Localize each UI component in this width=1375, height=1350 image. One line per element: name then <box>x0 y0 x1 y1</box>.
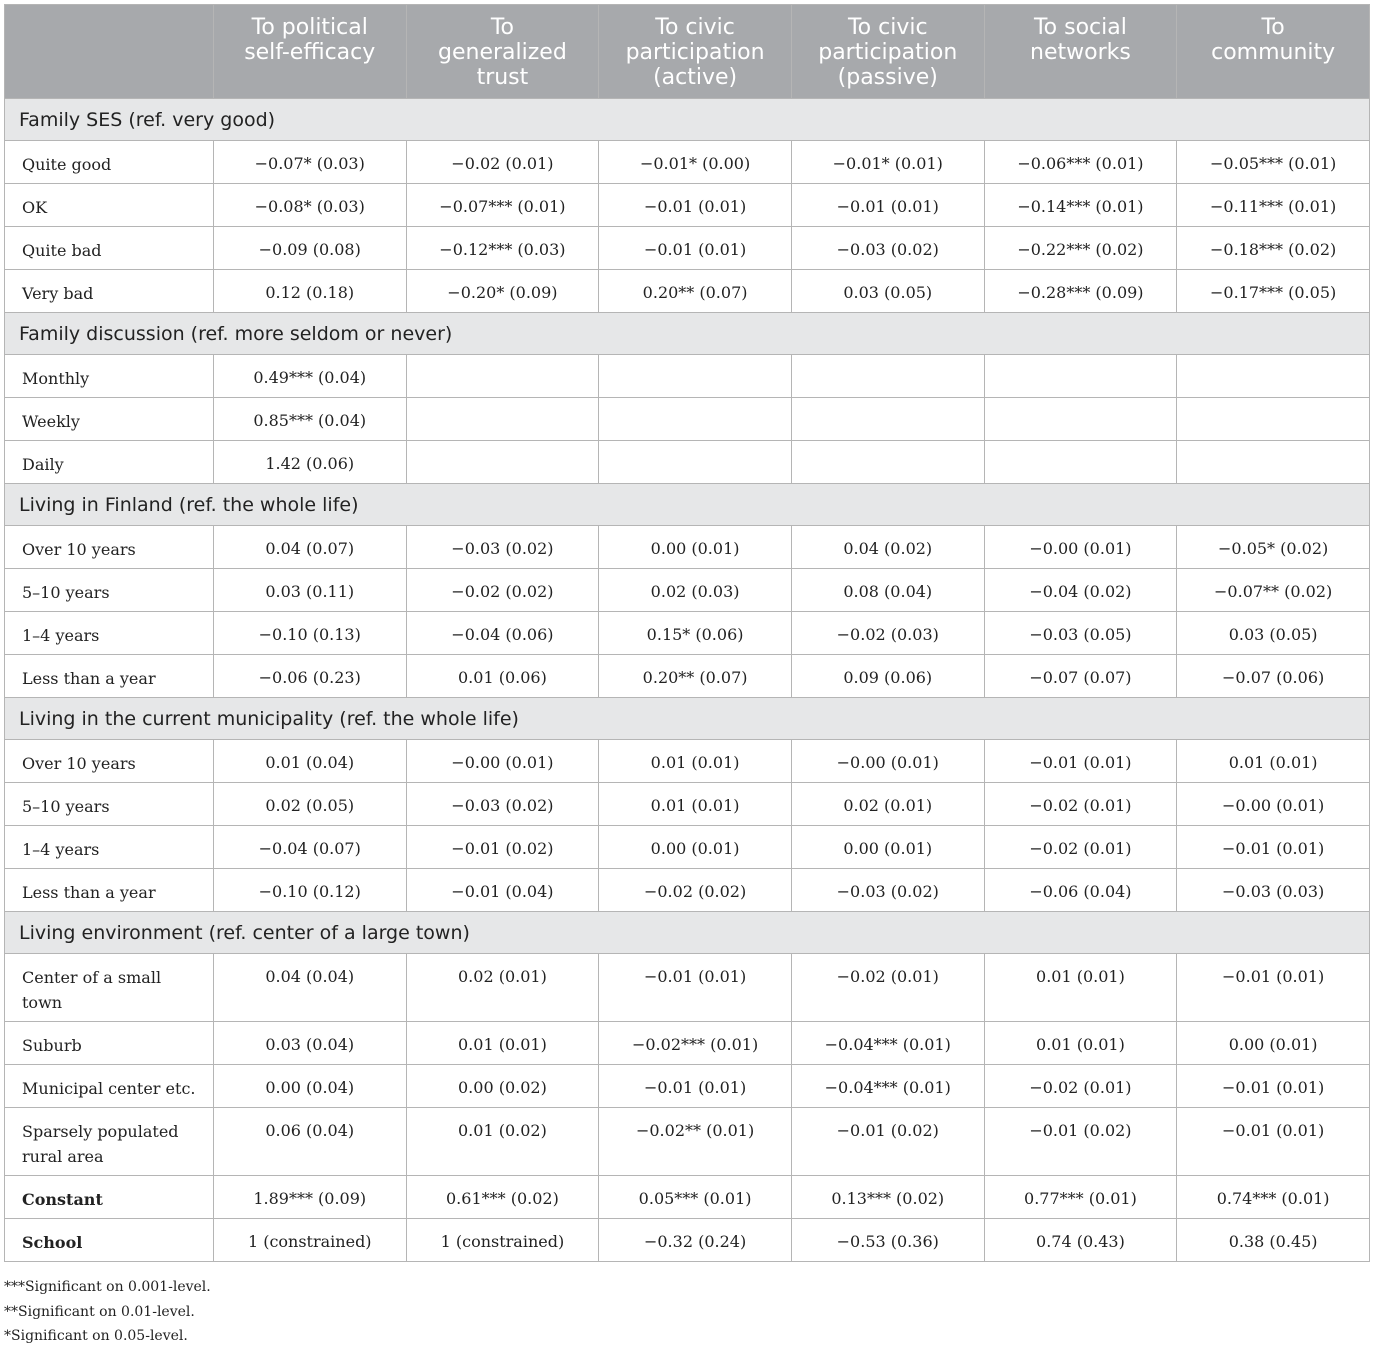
column-header <box>791 5 984 99</box>
table-cell: 0.38 (0.45) <box>1177 1219 1370 1262</box>
table-cell: 0.00 (0.01) <box>791 826 984 869</box>
table-cell: 0.04 (0.04) <box>213 954 406 1022</box>
table-cell: 0.01 (0.01) <box>1177 740 1370 783</box>
table-cell: −0.07 (0.06) <box>1177 655 1370 698</box>
table-cell: −0.03 (0.02) <box>406 783 599 826</box>
table-cell <box>791 441 984 484</box>
table-cell: 0.01 (0.01) <box>984 954 1177 1022</box>
table-row <box>5 612 1370 655</box>
row-label: Over 10 years <box>5 526 214 569</box>
column-header <box>213 5 406 99</box>
column-header-line: To <box>490 15 514 40</box>
table-cell: −0.08* (0.03) <box>213 184 406 227</box>
table-cell <box>791 398 984 441</box>
row-label: 1–4 years <box>5 826 214 869</box>
table-cell: −0.22*** (0.02) <box>984 227 1177 270</box>
table-row <box>5 184 1370 227</box>
table-cell: 0.01 (0.01) <box>984 1022 1177 1065</box>
table-cell: −0.01 (0.01) <box>1177 826 1370 869</box>
row-label: Suburb <box>5 1022 214 1065</box>
table-cell: 0.00 (0.04) <box>213 1065 406 1108</box>
table-cell: 0.03 (0.11) <box>213 569 406 612</box>
table-cell: −0.01* (0.01) <box>791 141 984 184</box>
table-cell: −0.01 (0.01) <box>1177 954 1370 1022</box>
table-cell: 0.01 (0.02) <box>406 1108 599 1176</box>
section-title: Living in Finland (ref. the whole life) <box>5 484 1370 526</box>
table-row <box>5 227 1370 270</box>
column-header-line: To civic <box>847 15 928 40</box>
table-cell: −0.00 (0.01) <box>1177 783 1370 826</box>
section-header-row <box>5 912 1370 954</box>
table-cell: −0.02 (0.02) <box>599 869 792 912</box>
table-cell: 0.01 (0.01) <box>406 1022 599 1065</box>
column-header-line: participation <box>818 40 958 65</box>
table-cell <box>406 355 599 398</box>
column-header-line: participation <box>625 40 765 65</box>
table-cell: −0.01 (0.01) <box>599 1065 792 1108</box>
table-cell: −0.01 (0.02) <box>791 1108 984 1176</box>
column-header-line: To political <box>251 15 368 40</box>
table-cell: 1.89*** (0.09) <box>213 1176 406 1219</box>
column-header-line: (active) <box>653 65 738 90</box>
table-cell: −0.03 (0.02) <box>406 526 599 569</box>
table-cell: −0.01 (0.01) <box>1177 1065 1370 1108</box>
table-cell <box>791 355 984 398</box>
row-label: Over 10 years <box>5 740 214 783</box>
table-row <box>5 1176 1370 1219</box>
table-cell: −0.02 (0.03) <box>791 612 984 655</box>
table-cell: 0.77*** (0.01) <box>984 1176 1177 1219</box>
footnote: **Significant on 0.01-level. <box>4 1303 195 1320</box>
table-cell: −0.01 (0.01) <box>599 954 792 1022</box>
table-cell: 0.03 (0.05) <box>791 270 984 313</box>
table-cell: −0.09 (0.08) <box>213 227 406 270</box>
table-row <box>5 398 1370 441</box>
column-header-line: trust <box>476 65 529 90</box>
table-cell <box>599 398 792 441</box>
table-cell: 0.85*** (0.04) <box>213 398 406 441</box>
table-cell: 0.02 (0.03) <box>599 569 792 612</box>
table-cell: 0.00 (0.01) <box>1177 1022 1370 1065</box>
table-cell: −0.01 (0.01) <box>599 184 792 227</box>
row-label: School <box>5 1219 214 1262</box>
table-row <box>5 1065 1370 1108</box>
table-cell: −0.11*** (0.01) <box>1177 184 1370 227</box>
table-cell: −0.17*** (0.05) <box>1177 270 1370 313</box>
row-label: Sparsely populated rural area <box>5 1108 214 1176</box>
column-header-line: self-efficacy <box>244 40 376 65</box>
table-row <box>5 655 1370 698</box>
table-cell: 0.03 (0.04) <box>213 1022 406 1065</box>
table-cell: −0.04 (0.07) <box>213 826 406 869</box>
row-label: Weekly <box>5 398 214 441</box>
row-label: 1–4 years <box>5 612 214 655</box>
table-cell: 1.42 (0.06) <box>213 441 406 484</box>
column-header <box>1177 5 1370 99</box>
row-label: Monthly <box>5 355 214 398</box>
table-cell: 0.00 (0.01) <box>599 826 792 869</box>
table-cell: −0.04 (0.02) <box>984 569 1177 612</box>
table-row <box>5 954 1370 1022</box>
section-header-row <box>5 99 1370 141</box>
row-label: Less than a year <box>5 869 214 912</box>
column-header-line: (passive) <box>837 65 938 90</box>
table-cell: 0.02 (0.05) <box>213 783 406 826</box>
table-cell: 0.08 (0.04) <box>791 569 984 612</box>
table-cell: −0.18*** (0.02) <box>1177 227 1370 270</box>
table-cell: 0.01 (0.04) <box>213 740 406 783</box>
table-cell: −0.32 (0.24) <box>599 1219 792 1262</box>
table-cell: −0.10 (0.12) <box>213 869 406 912</box>
table-cell: −0.01 (0.01) <box>984 740 1177 783</box>
table-cell: −0.01 (0.02) <box>406 826 599 869</box>
table-cell: −0.03 (0.03) <box>1177 869 1370 912</box>
table-cell <box>984 355 1177 398</box>
table-cell: 0.00 (0.01) <box>599 526 792 569</box>
table-cell: −0.01 (0.01) <box>791 184 984 227</box>
table-cell: 0.74*** (0.01) <box>1177 1176 1370 1219</box>
table-cell: −0.06 (0.23) <box>213 655 406 698</box>
table-cell: −0.04*** (0.01) <box>791 1022 984 1065</box>
table-cell: −0.01 (0.01) <box>599 227 792 270</box>
table-cell: −0.04*** (0.01) <box>791 1065 984 1108</box>
regression-table <box>4 4 1370 1262</box>
table-cell: 0.20** (0.07) <box>599 270 792 313</box>
table-cell: 0.05*** (0.01) <box>599 1176 792 1219</box>
column-header-line: To civic <box>655 15 735 40</box>
row-label: Daily <box>5 441 214 484</box>
table-cell: 0.06 (0.04) <box>213 1108 406 1176</box>
row-label: 5–10 years <box>5 569 214 612</box>
table-cell: −0.07 (0.07) <box>984 655 1177 698</box>
table-cell: −0.05* (0.02) <box>1177 526 1370 569</box>
table-cell: −0.10 (0.13) <box>213 612 406 655</box>
table-cell: −0.12*** (0.03) <box>406 227 599 270</box>
table-cell <box>406 398 599 441</box>
table-row <box>5 869 1370 912</box>
table-row <box>5 141 1370 184</box>
table-cell: 1 (constrained) <box>406 1219 599 1262</box>
column-header-line: To <box>1261 15 1285 40</box>
table-cell <box>984 398 1177 441</box>
row-label: Quite bad <box>5 227 214 270</box>
table-cell: −0.07*** (0.01) <box>406 184 599 227</box>
table-cell: 1 (constrained) <box>213 1219 406 1262</box>
table-cell: 0.49*** (0.04) <box>213 355 406 398</box>
row-label: Constant <box>5 1176 214 1219</box>
table-cell: −0.03 (0.02) <box>791 869 984 912</box>
table-cell: −0.28*** (0.09) <box>984 270 1177 313</box>
table-cell: −0.53 (0.36) <box>791 1219 984 1262</box>
table-row <box>5 1022 1370 1065</box>
table-cell: −0.03 (0.05) <box>984 612 1177 655</box>
footnotes <box>4 1275 211 1349</box>
table-row <box>5 569 1370 612</box>
table-cell: 0.00 (0.02) <box>406 1065 599 1108</box>
column-header-line: networks <box>1030 40 1131 65</box>
table-cell: 0.01 (0.01) <box>599 783 792 826</box>
section-header-row <box>5 484 1370 526</box>
table-cell: 0.74 (0.43) <box>984 1219 1177 1262</box>
table-row <box>5 1219 1370 1262</box>
table-cell: 0.04 (0.02) <box>791 526 984 569</box>
table-cell: −0.00 (0.01) <box>791 740 984 783</box>
table-cell: −0.02 (0.02) <box>406 569 599 612</box>
row-label: Less than a year <box>5 655 214 698</box>
table-cell: 0.01 (0.01) <box>599 740 792 783</box>
table-cell <box>406 441 599 484</box>
column-header-line: generalized <box>438 40 567 65</box>
row-label: 5–10 years <box>5 783 214 826</box>
table-cell: 0.04 (0.07) <box>213 526 406 569</box>
table-cell: −0.02 (0.01) <box>984 1065 1177 1108</box>
table-cell: −0.00 (0.01) <box>984 526 1177 569</box>
table-cell: −0.06*** (0.01) <box>984 141 1177 184</box>
regression-table-container <box>4 4 1370 1262</box>
column-header-line: To social <box>1033 15 1127 40</box>
table-cell: 0.02 (0.01) <box>406 954 599 1022</box>
row-label: Municipal center etc. <box>5 1065 214 1108</box>
table-cell: 0.13*** (0.02) <box>791 1176 984 1219</box>
table-cell: −0.01 (0.01) <box>1177 1108 1370 1176</box>
table-cell: −0.01* (0.00) <box>599 141 792 184</box>
table-row <box>5 441 1370 484</box>
header-corner-cell <box>5 5 214 99</box>
table-row <box>5 826 1370 869</box>
column-header <box>599 5 792 99</box>
table-cell: 0.12 (0.18) <box>213 270 406 313</box>
section-header-row <box>5 698 1370 740</box>
column-header-line: community <box>1211 40 1336 65</box>
table-cell: −0.02 (0.01) <box>984 783 1177 826</box>
table-cell: −0.01 (0.04) <box>406 869 599 912</box>
table-cell: −0.07* (0.03) <box>213 141 406 184</box>
table-row <box>5 270 1370 313</box>
section-title: Living environment (ref. center of a large town) <box>5 912 1370 954</box>
footnote: ***Significant on 0.001-level. <box>4 1279 211 1295</box>
table-cell: 0.01 (0.06) <box>406 655 599 698</box>
section-title: Family discussion (ref. more seldom or never) <box>5 313 1370 355</box>
table-cell: −0.04 (0.06) <box>406 612 599 655</box>
table-cell: −0.02** (0.01) <box>599 1108 792 1176</box>
table-cell: 0.61*** (0.02) <box>406 1176 599 1219</box>
table-cell: −0.02 (0.01) <box>791 954 984 1022</box>
table-cell: −0.20* (0.09) <box>406 270 599 313</box>
table-cell: −0.00 (0.01) <box>406 740 599 783</box>
column-header <box>406 5 599 99</box>
table-cell <box>984 441 1177 484</box>
table-row <box>5 783 1370 826</box>
table-row <box>5 1108 1370 1176</box>
row-label: Very bad <box>5 270 214 313</box>
column-header <box>984 5 1177 99</box>
table-cell: 0.03 (0.05) <box>1177 612 1370 655</box>
table-cell: −0.02 (0.01) <box>984 826 1177 869</box>
table-cell: −0.02 (0.01) <box>406 141 599 184</box>
table-cell <box>599 441 792 484</box>
table-cell: −0.05*** (0.01) <box>1177 141 1370 184</box>
section-title: Family SES (ref. very good) <box>5 99 1370 141</box>
table-cell: 0.02 (0.01) <box>791 783 984 826</box>
table-cell <box>1177 355 1370 398</box>
table-cell: −0.02*** (0.01) <box>599 1022 792 1065</box>
table-cell <box>1177 441 1370 484</box>
table-row <box>5 355 1370 398</box>
row-label: OK <box>5 184 214 227</box>
row-label: Quite good <box>5 141 214 184</box>
footnote: *Significant on 0.05-level. <box>4 1328 188 1344</box>
table-cell: 0.20** (0.07) <box>599 655 792 698</box>
table-cell <box>599 355 792 398</box>
table-cell: −0.06 (0.04) <box>984 869 1177 912</box>
table-cell: −0.07** (0.02) <box>1177 569 1370 612</box>
table-cell: 0.15* (0.06) <box>599 612 792 655</box>
row-label: Center of a small town <box>5 954 214 1022</box>
section-header-row <box>5 313 1370 355</box>
table-cell <box>1177 398 1370 441</box>
table-cell: −0.03 (0.02) <box>791 227 984 270</box>
table-row <box>5 740 1370 783</box>
header-row <box>5 5 1370 99</box>
table-cell: −0.14*** (0.01) <box>984 184 1177 227</box>
table-body <box>5 99 1370 1262</box>
section-title: Living in the current municipality (ref. the whole life) <box>5 698 1370 740</box>
table-cell: −0.01 (0.02) <box>984 1108 1177 1176</box>
table-cell: 0.09 (0.06) <box>791 655 984 698</box>
table-row <box>5 526 1370 569</box>
